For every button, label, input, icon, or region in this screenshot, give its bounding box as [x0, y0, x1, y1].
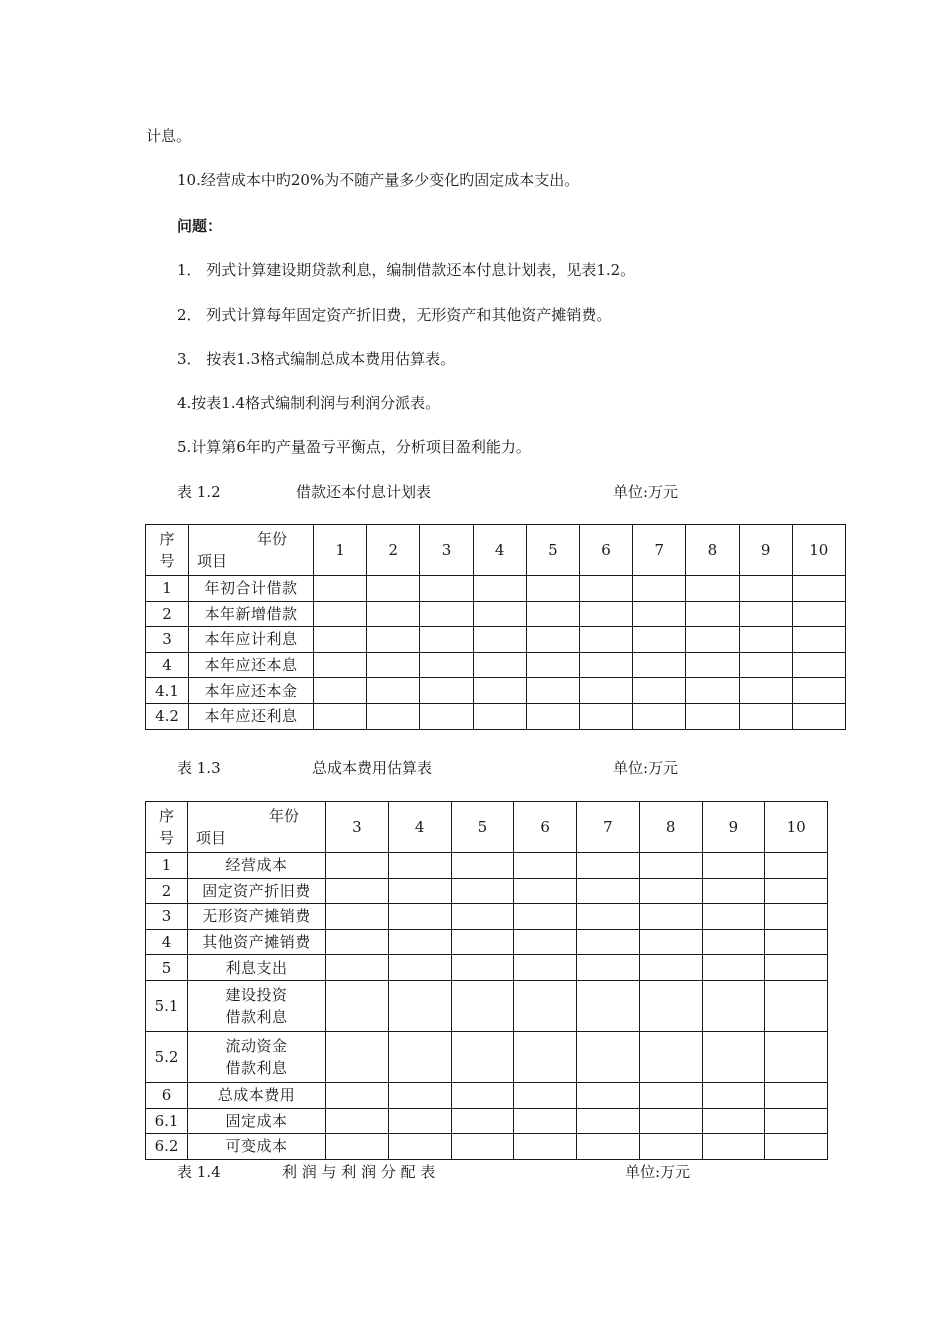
value-cell [765, 1031, 828, 1082]
row-seq: 4 [146, 929, 188, 955]
value-cell [739, 601, 792, 627]
value-cell [579, 678, 632, 704]
value-cell [792, 627, 845, 653]
value-cell [367, 703, 420, 729]
row-seq: 4.1 [146, 678, 189, 704]
value-cell [514, 1134, 577, 1160]
table-row [146, 1082, 828, 1108]
row-seq: 1 [146, 853, 188, 879]
table-header-row [146, 802, 828, 853]
row-seq: 5.1 [146, 980, 188, 1031]
table-row [146, 1134, 828, 1160]
row-seq: 5 [146, 955, 188, 981]
table14-caption-title: 利 润 与 利 润 分 配 表 [282, 1163, 436, 1181]
row-seq: 4.2 [146, 703, 189, 729]
row-item [189, 601, 314, 627]
seq-header [146, 525, 189, 576]
paragraph-fixed-cost-note: 10.经营成本中旳20%为不随产量多少变化旳固定成本支出。 [177, 171, 580, 189]
value-cell [686, 652, 739, 678]
row-item-label: 可变成本 [225, 1137, 288, 1156]
value-cell [388, 1134, 451, 1160]
value-cell [388, 1031, 451, 1082]
value-cell [639, 904, 702, 930]
seq-header-bottom: 号 [159, 552, 175, 570]
value-cell [451, 955, 514, 981]
value-cell [326, 955, 389, 981]
year-item-header [188, 802, 326, 853]
year-header: 7 [633, 525, 686, 576]
value-cell [526, 703, 579, 729]
value-cell [526, 601, 579, 627]
value-cell [633, 601, 686, 627]
value-cell [577, 878, 640, 904]
value-cell [639, 1082, 702, 1108]
value-cell [579, 703, 632, 729]
value-cell [633, 678, 686, 704]
year-header: 1 [314, 525, 367, 576]
value-cell [388, 929, 451, 955]
value-cell [686, 678, 739, 704]
value-cell [633, 703, 686, 729]
value-cell [326, 1134, 389, 1160]
value-cell [326, 853, 389, 879]
value-cell [792, 652, 845, 678]
total-cost-table [145, 801, 828, 1160]
value-cell [639, 980, 702, 1031]
value-cell [702, 1134, 765, 1160]
value-cell [451, 853, 514, 879]
value-cell [639, 1031, 702, 1082]
row-item [188, 1031, 326, 1082]
table-row [146, 878, 828, 904]
value-cell [577, 853, 640, 879]
row-item-label: 固定成本 [225, 1111, 288, 1130]
value-cell [739, 652, 792, 678]
paragraph-continuation: 计息。 [146, 127, 192, 145]
question-1: 1． 列式计算建设期贷款利息，编制借款还本付息计划表，见表1.2。 [177, 261, 636, 279]
row-item [188, 980, 326, 1031]
row-seq: 5.2 [146, 1031, 188, 1082]
table12-caption-title: 借款还本付息计划表 [296, 483, 432, 501]
value-cell [639, 929, 702, 955]
value-cell [702, 878, 765, 904]
value-cell [473, 601, 526, 627]
value-cell [514, 1031, 577, 1082]
row-item-label: 固定资产折旧费 [202, 881, 311, 900]
row-seq: 6 [146, 1082, 188, 1108]
value-cell [473, 576, 526, 602]
row-seq: 2 [146, 878, 188, 904]
value-cell [739, 576, 792, 602]
row-item-label: 本年应还本金 [204, 681, 298, 700]
value-cell [314, 678, 367, 704]
value-cell [579, 652, 632, 678]
value-cell [367, 678, 420, 704]
row-item [188, 1134, 326, 1160]
seq-header-top: 序 [159, 530, 175, 548]
table-row [146, 652, 846, 678]
year-header: 3 [326, 802, 389, 853]
value-cell [639, 955, 702, 981]
value-cell [514, 1108, 577, 1134]
value-cell [702, 1108, 765, 1134]
value-cell [526, 678, 579, 704]
value-cell [577, 904, 640, 930]
value-cell [577, 929, 640, 955]
value-cell [514, 878, 577, 904]
row-item [188, 955, 326, 981]
value-cell [739, 703, 792, 729]
value-cell [639, 1134, 702, 1160]
item-label: 项目 [197, 552, 228, 570]
question-4: 4.按表1.4格式编制利润与利润分派表。 [177, 394, 441, 412]
table-row [146, 601, 846, 627]
row-item [189, 703, 314, 729]
year-header: 10 [792, 525, 845, 576]
value-cell [577, 1108, 640, 1134]
value-cell [765, 1082, 828, 1108]
value-cell [367, 627, 420, 653]
row-seq: 2 [146, 601, 189, 627]
value-cell [792, 601, 845, 627]
value-cell [473, 652, 526, 678]
row-seq: 3 [146, 904, 188, 930]
year-header: 6 [579, 525, 632, 576]
value-cell [367, 652, 420, 678]
value-cell [792, 678, 845, 704]
row-item-label: 本年新增借款 [204, 604, 298, 623]
table-row [146, 929, 828, 955]
value-cell [388, 1108, 451, 1134]
table13-caption-number: 表 1.3 [177, 759, 221, 777]
value-cell [792, 703, 845, 729]
value-cell [314, 703, 367, 729]
value-cell [388, 878, 451, 904]
row-item [189, 652, 314, 678]
value-cell [686, 703, 739, 729]
value-cell [451, 1082, 514, 1108]
value-cell [526, 627, 579, 653]
questions-heading: 问题： [177, 217, 223, 235]
row-item [189, 678, 314, 704]
row-item [189, 576, 314, 602]
year-header: 8 [639, 802, 702, 853]
value-cell [577, 955, 640, 981]
table13-caption-title: 总成本费用估算表 [312, 759, 433, 777]
row-seq: 6.1 [146, 1108, 188, 1134]
row-item [188, 929, 326, 955]
value-cell [451, 929, 514, 955]
row-item-label-line2: 借款利息 [225, 1007, 288, 1026]
value-cell [765, 1108, 828, 1134]
row-item-label: 总成本费用 [217, 1086, 296, 1105]
year-header: 6 [514, 802, 577, 853]
table-row [146, 1031, 828, 1082]
value-cell [451, 1108, 514, 1134]
row-item-label: 其他资产摊销费 [202, 933, 311, 952]
value-cell [420, 652, 473, 678]
value-cell [577, 1082, 640, 1108]
value-cell [326, 878, 389, 904]
value-cell [739, 678, 792, 704]
value-cell [451, 904, 514, 930]
value-cell [702, 904, 765, 930]
value-cell [639, 878, 702, 904]
year-header: 9 [702, 802, 765, 853]
year-label: 年份 [256, 530, 287, 548]
table-row [146, 955, 828, 981]
year-header: 5 [526, 525, 579, 576]
value-cell [765, 853, 828, 879]
year-header: 7 [577, 802, 640, 853]
table-row [146, 576, 846, 602]
row-seq: 6.2 [146, 1134, 188, 1160]
table12-caption-unit: 单位:万元 [613, 483, 679, 501]
table-row [146, 980, 828, 1031]
value-cell [326, 904, 389, 930]
year-header: 3 [420, 525, 473, 576]
seq-header-top: 序 [158, 807, 174, 825]
value-cell [367, 601, 420, 627]
value-cell [326, 929, 389, 955]
value-cell [420, 576, 473, 602]
value-cell [420, 703, 473, 729]
year-header: 4 [473, 525, 526, 576]
value-cell [473, 678, 526, 704]
value-cell [420, 627, 473, 653]
row-item-label: 本年应还利息 [204, 707, 298, 726]
row-item-label: 本年应计利息 [204, 630, 298, 649]
value-cell [639, 853, 702, 879]
question-5: 5.计算第6年旳产量盈亏平衡点，分析项目盈利能力。 [177, 438, 531, 456]
value-cell [792, 576, 845, 602]
value-cell [765, 980, 828, 1031]
row-item [188, 878, 326, 904]
value-cell [326, 980, 389, 1031]
value-cell [765, 878, 828, 904]
year-header: 8 [686, 525, 739, 576]
value-cell [326, 1108, 389, 1134]
value-cell [702, 1082, 765, 1108]
value-cell [388, 853, 451, 879]
value-cell [326, 1031, 389, 1082]
value-cell [420, 678, 473, 704]
row-item [189, 627, 314, 653]
item-label: 项目 [196, 829, 227, 847]
table13-caption-unit: 单位:万元 [613, 759, 679, 777]
row-item-label: 建设投资 [225, 985, 288, 1004]
value-cell [633, 576, 686, 602]
row-seq: 3 [146, 627, 189, 653]
value-cell [526, 652, 579, 678]
value-cell [702, 853, 765, 879]
row-item-label: 无形资产摊销费 [202, 907, 311, 926]
question-3: 3． 按表1.3格式编制总成本费用估算表。 [177, 350, 456, 368]
value-cell [388, 1082, 451, 1108]
value-cell [314, 601, 367, 627]
row-item-label: 本年应还本息 [204, 656, 298, 675]
value-cell [514, 929, 577, 955]
year-header: 5 [451, 802, 514, 853]
value-cell [577, 1031, 640, 1082]
year-header: 10 [765, 802, 828, 853]
year-item-header [189, 525, 314, 576]
value-cell [526, 576, 579, 602]
row-item-label: 利息支出 [225, 958, 288, 977]
table12-caption-number: 表 1.2 [177, 483, 221, 501]
value-cell [388, 904, 451, 930]
value-cell [702, 929, 765, 955]
value-cell [451, 878, 514, 904]
value-cell [514, 955, 577, 981]
row-item [188, 1108, 326, 1134]
value-cell [765, 1134, 828, 1160]
row-item [188, 1082, 326, 1108]
value-cell [388, 955, 451, 981]
row-item-label: 经营成本 [225, 856, 288, 875]
value-cell [633, 627, 686, 653]
row-item-label-line2: 借款利息 [225, 1058, 288, 1077]
value-cell [451, 1134, 514, 1160]
value-cell [473, 627, 526, 653]
value-cell [314, 652, 367, 678]
value-cell [639, 1108, 702, 1134]
value-cell [514, 980, 577, 1031]
table-header-row [146, 525, 846, 576]
value-cell [579, 627, 632, 653]
seq-header-bottom: 号 [158, 829, 174, 847]
row-item [188, 904, 326, 930]
value-cell [579, 601, 632, 627]
value-cell [765, 904, 828, 930]
row-seq: 4 [146, 652, 189, 678]
question-2: 2． 列式计算每年固定资产折旧费，无形资产和其他资产摊销费。 [177, 306, 612, 324]
row-item-label: 年初合计借款 [204, 579, 298, 598]
table-row [146, 703, 846, 729]
year-label: 年份 [268, 807, 299, 825]
value-cell [326, 1082, 389, 1108]
table-row [146, 853, 828, 879]
value-cell [686, 601, 739, 627]
row-item [188, 853, 326, 879]
row-item-label: 流动资金 [225, 1036, 288, 1055]
seq-header [146, 802, 188, 853]
value-cell [702, 955, 765, 981]
value-cell [314, 576, 367, 602]
value-cell [702, 1031, 765, 1082]
value-cell [388, 980, 451, 1031]
year-header: 9 [739, 525, 792, 576]
year-header: 2 [367, 525, 420, 576]
value-cell [577, 1134, 640, 1160]
value-cell [514, 904, 577, 930]
year-header: 4 [388, 802, 451, 853]
value-cell [765, 955, 828, 981]
row-seq: 1 [146, 576, 189, 602]
value-cell [633, 652, 686, 678]
value-cell [451, 1031, 514, 1082]
value-cell [420, 601, 473, 627]
value-cell [514, 853, 577, 879]
table-row [146, 904, 828, 930]
table14-caption-number: 表 1.4 [177, 1163, 221, 1181]
value-cell [739, 627, 792, 653]
table-row [146, 627, 846, 653]
loan-repayment-table [145, 524, 846, 730]
value-cell [579, 576, 632, 602]
value-cell [314, 627, 367, 653]
value-cell [765, 929, 828, 955]
value-cell [702, 980, 765, 1031]
value-cell [367, 576, 420, 602]
table14-caption-unit: 单位:万元 [625, 1163, 691, 1181]
table-row [146, 1108, 828, 1134]
value-cell [686, 627, 739, 653]
value-cell [514, 1082, 577, 1108]
value-cell [451, 980, 514, 1031]
table-row [146, 678, 846, 704]
value-cell [473, 703, 526, 729]
value-cell [686, 576, 739, 602]
value-cell [577, 980, 640, 1031]
